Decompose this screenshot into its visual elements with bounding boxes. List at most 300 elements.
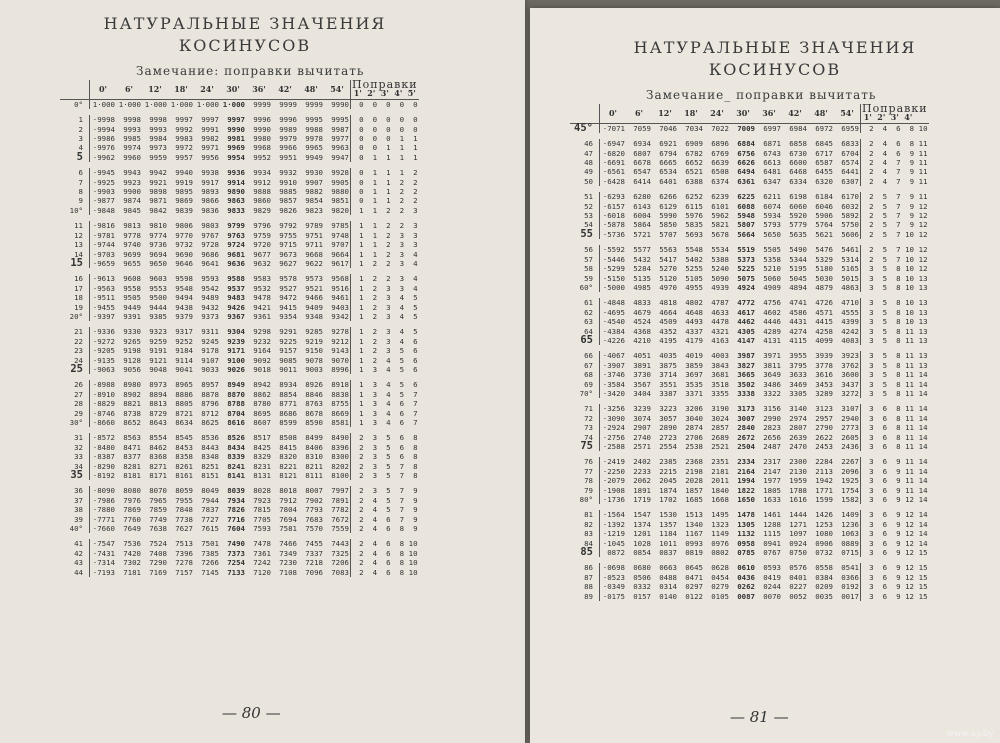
value-cell: 0227 [789,582,807,592]
correction-cell: 12 [918,229,928,239]
value-cell: 9888 [253,187,271,197]
correction-cell: 2 [359,486,364,496]
value-cell: 9997 [227,115,245,125]
degree-cell: 5 [60,153,90,165]
value-cell: 1271 [789,519,807,529]
value-cell: 0958 [737,538,755,548]
value-cell: 9767 [201,230,219,240]
correction-cell: 11 [905,404,915,414]
value-cell: 2147 [763,466,781,476]
value-cell: ·6820 [602,148,625,158]
value-cell: 9668 [305,249,323,259]
value-cell: 0663 [659,563,677,573]
value-cell: ·4384 [602,326,625,336]
value-cell: 1582 [834,495,861,507]
value-cell: 9866 [201,196,219,206]
value-cell: 9943 [123,168,141,178]
correction-cell: 13 [918,326,928,336]
value-cell: 0576 [789,563,807,573]
value-cell: 3404 [633,388,651,398]
correction-cell: 1 [386,152,391,162]
degree-cell: 23 [60,346,90,355]
value-cell: 6347 [763,176,781,186]
value-cell: 5195 [789,264,807,274]
value-cell: 7826 [227,505,245,515]
correction-cell: 9 [896,548,901,558]
correction-cell: 4 [399,336,405,346]
value-cell: 4710 [834,295,861,307]
degree-cell: 21 [60,324,90,336]
value-cell: 6896 [711,139,729,149]
value-cell: 6170 [834,189,861,201]
value-cell: 8738 [123,408,141,418]
table-row [60,112,419,124]
value-cell: 1702 [659,495,677,505]
value-cell: 9304 [227,327,245,337]
correction-cell: 5 [399,364,405,374]
value-cell: 9608 [123,274,141,284]
correction-cell: 6 [882,423,888,433]
value-cell: 6046 [815,201,833,211]
value-cell: 6088 [737,201,755,211]
value-cell: 0750 [789,548,807,558]
correction-cell: 11 [918,167,928,177]
value-cell: 5621 [815,229,833,239]
correction-cell: 3 [399,283,405,293]
value-cell: 5075 [737,273,755,283]
correction-cell: 1 [372,152,378,162]
value-cell: 9803 [201,221,219,231]
value-cell: 9489 [201,293,219,303]
table-row [60,496,419,505]
degree-cell: 75 [570,442,600,454]
value-cell: 7046 [659,123,677,133]
correction-cell: 6 [399,452,405,462]
value-cell: 9225 [279,336,297,346]
correction-cell: 3 [413,221,418,231]
correction-cell: 9 [909,201,915,211]
value-cell: 4863 [834,283,861,295]
value-cell: 1357 [659,519,677,529]
correction-cell: 6 [386,539,391,549]
value-cell: 1650 [737,495,755,505]
value-cell: 5373 [737,254,755,264]
table-row [570,486,929,495]
degree-cell: 87 [570,573,600,582]
table-row [60,231,419,240]
correction-cell: 7 [399,495,405,505]
value-cell: 8902 [123,389,141,399]
value-cell: 4756 [763,298,781,308]
correction-cell: 0 [372,134,378,144]
degree-cell: 89 [570,592,600,601]
value-cell: 0854 [633,548,651,558]
degree-cell: 86 [570,560,600,572]
degree-cell: 47 [570,149,600,158]
value-cell: 4617 [737,307,755,317]
correction-cell: 14 [918,495,928,505]
minute-header: 48' [298,80,324,99]
correction-cell: 6 [882,466,888,476]
value-cell: 4035 [659,351,677,361]
table-row [60,568,419,577]
correction-cell: 12 [918,254,928,264]
value-cell: 1097 [789,529,807,539]
value-cell: 4147 [737,335,755,345]
value-cell: 5990 [659,211,677,221]
value-cell: 8599 [279,418,297,427]
value-cell: 9900 [123,187,141,197]
value-cell: ·6947 [602,139,625,149]
degree-cell: 68 [570,370,600,379]
degree-cell: 45° [570,123,600,136]
correction-cell: 5 [399,346,405,356]
correction-cell: 2 [359,495,364,505]
value-cell: 5563 [659,245,677,255]
correction-cell: 6 [386,514,391,524]
value-cell: 7302 [123,558,141,568]
value-cell: 9598 [175,274,193,284]
degree-cell: 59 [570,274,600,283]
value-cell: 2740 [633,432,651,442]
value-cell: 1201 [633,529,651,539]
correction-cell: 1 [372,221,378,231]
value-cell: 5807 [737,220,755,230]
value-cell: 7760 [123,514,141,524]
value-cell: 9995 [305,115,323,125]
correction-cell: 14 [918,432,928,442]
correction-cell: 2 [386,221,391,231]
value-cell: ·8829 [92,399,115,409]
value-cell: 0297 [685,582,703,592]
value-cell: 6074 [763,201,781,211]
correction-cell: 5 [882,335,888,345]
correction-cell: 9 [909,192,915,202]
value-cell: 3338 [737,388,755,398]
correction-cell: 6 [399,433,405,443]
degree-cell: 84 [570,539,600,548]
correction-cell: 14 [918,413,928,423]
value-cell: 9426 [227,302,245,312]
value-cell: 9972 [175,143,193,153]
correction-col-header: 1' [351,89,365,99]
value-cell: 0087 [737,591,755,601]
table-row [60,346,419,355]
value-cell: 1253 [815,519,833,529]
value-cell: 1·000 [170,99,193,109]
degree-cell: 11 [60,218,90,230]
value-cell: 8443 [201,442,219,452]
value-cell: 9542 [201,283,219,293]
value-cell: 8678 [305,408,323,418]
value-cell: 9966 [279,143,297,153]
value-cell: 2723 [659,432,677,442]
correction-cell: 3 [413,240,418,250]
value-cell: 7443 [324,536,351,548]
degree-cell: 76 [570,454,600,466]
value-cell: 5344 [789,254,807,264]
value-cell: 6211 [763,192,781,202]
correction-cell: 4 [413,283,418,293]
value-cell: ·1392 [602,519,625,529]
value-cell: 4258 [815,326,833,336]
value-cell: 7349 [279,548,297,558]
correction-cell: 4 [882,148,888,158]
value-cell: 3730 [633,370,651,380]
value-cell: 6959 [834,123,861,136]
value-cell: 9466 [305,293,323,303]
value-cell: 9516 [324,284,351,293]
correction-cell: 2 [869,192,874,202]
value-cell: 5090 [711,273,729,283]
correction-cell: 9 [896,538,901,548]
value-cell: 9732 [175,240,193,250]
value-cell: 3223 [659,404,677,414]
value-cell: 2790 [815,423,833,433]
value-cell: 7059 [633,123,651,133]
correction-cell: 1 [359,274,364,284]
value-cell: 8059 [175,486,193,496]
value-cell: 2605 [834,433,861,442]
correction-cell: 3 [413,205,418,215]
correction-cell: 2 [869,167,874,177]
value-cell: 9707 [324,240,351,249]
correction-cell: 8 [896,370,901,380]
degree-cell: 30° [60,418,90,430]
value-cell: 9178 [201,346,219,356]
value-cell: 8729 [149,408,167,418]
value-cell: 3239 [633,404,651,414]
table-row [570,230,929,242]
value-cell: 6934 [633,139,651,149]
value-cell: 7181 [123,567,141,577]
value-cell: 2062 [633,476,651,486]
correction-cell: 2 [869,201,874,211]
correction-cell: 11 [918,148,928,158]
value-cell: 1668 [711,495,729,505]
table-row [570,520,929,529]
value-cell: 2334 [737,457,755,467]
value-cell: ·9945 [92,168,115,178]
value-cell: 9833 [227,205,245,215]
correction-cell: 5 [413,311,418,321]
correction-cell: 6 [882,404,888,414]
value-cell: 9885 [279,187,297,197]
table-row [60,206,419,218]
value-cell: 9646 [175,258,193,268]
correction-cell: 6 [882,442,888,451]
value-cell: 9449 [123,302,141,312]
correction-col-header: 1' [861,113,875,123]
value-cell: 9681 [227,249,245,259]
value-cell: 2096 [834,467,861,476]
value-cell: 3778 [815,360,833,370]
value-cell: 1323 [711,519,729,529]
value-cell: 9724 [227,240,245,250]
correction-cell: 4 [386,399,391,409]
value-cell: 1754 [834,486,861,495]
value-cell: 5664 [737,229,755,239]
value-cell: 7716 [227,514,245,524]
value-cell: 5329 [815,254,833,264]
degree-cell: 20° [60,312,90,324]
value-cell: 8499 [305,433,323,443]
correction-cell: 5 [882,229,888,239]
value-cell: 6678 [633,158,651,168]
table-row [570,283,929,295]
value-cell: 4894 [789,282,807,292]
correction-cell: 4 [386,389,391,399]
value-cell: 1994 [737,476,755,486]
value-cell: 3355 [711,388,729,398]
value-cell: 9813 [123,221,141,231]
minute-header: 54' [324,80,351,99]
value-cell: 9905 [324,178,351,187]
value-cell: 3827 [737,360,755,370]
correction-cell: 3 [386,311,391,321]
value-cell: 9960 [123,152,141,162]
correction-cell: 3 [372,389,378,399]
correction-cell: 3 [869,370,874,380]
correction-cell: 3 [399,249,405,259]
correction-cell: 8 [909,123,915,133]
correction-cell: 2 [359,433,364,443]
correction-cell: 2 [359,548,364,558]
value-cell: 1599 [815,495,833,505]
value-cell: 9694 [149,249,167,259]
table-row [570,389,929,401]
value-cell: 4083 [834,336,861,348]
value-cell: ·6293 [602,192,625,202]
value-cell: 9164 [253,346,271,356]
correction-cell: 11 [905,388,915,398]
correction-cell: 0 [386,115,391,125]
degree-cell: 26 [60,377,90,389]
value-cell: 2045 [659,476,677,486]
value-cell: 9810 [149,221,167,231]
correction-cell: 3 [372,364,378,374]
correction-cell: 3 [399,240,405,250]
value-cell: 1788 [789,485,807,495]
value-cell: 9842 [149,205,167,215]
value-cell: 7325 [324,549,351,558]
value-cell: 6613 [763,158,781,168]
value-cell: 9583 [253,274,271,284]
value-cell: ·7193 [92,567,115,577]
degree-cell: 25 [60,365,90,377]
correction-cell: 0 [359,196,364,206]
value-cell: 9987 [324,125,351,134]
right-note: Замечание_ поправки вычитать [646,88,877,102]
corrections-title: Поправки [352,78,418,91]
value-cell: 3469 [789,379,807,389]
correction-cell: 5 [882,264,888,274]
value-cell: 0070 [763,591,781,601]
value-cell: 2521 [711,442,729,451]
table-row [60,312,419,324]
correction-cell: 2 [399,187,405,197]
correction-cell: 2 [359,442,364,452]
table-row [570,380,929,389]
correction-cell: 6 [882,485,888,495]
value-cell: ·7547 [92,539,115,549]
value-cell: 9938 [201,168,219,178]
value-cell: 6547 [633,167,651,177]
value-cell: 7738 [175,514,193,524]
value-cell: 9537 [227,283,245,293]
value-cell: 0872 [607,548,625,558]
value-cell: 6455 [815,167,833,177]
value-cell: 0645 [685,563,703,573]
value-cell: 8652 [123,418,141,427]
value-cell: 1616 [789,495,807,505]
correction-cell: 2 [869,139,874,149]
correction-cell: 2 [399,196,405,206]
value-cell: 9799 [227,221,245,231]
value-cell: 8625 [201,418,219,427]
correction-cell: 8 [896,351,901,361]
correction-cell: 3 [869,282,874,292]
value-cell: 6032 [834,202,861,211]
value-cell: 5135 [633,273,651,283]
value-cell: 2807 [789,423,807,433]
value-cell: ·0349 [602,582,625,592]
correction-cell: 13 [918,351,928,361]
value-cell: 9438 [175,302,193,312]
value-cell: 8788 [227,399,245,409]
value-cell: 9245 [201,336,219,346]
value-cell: 3681 [711,370,729,380]
table-row [60,549,419,558]
value-cell: 9472 [279,293,297,303]
correction-cell: 13 [918,282,928,292]
correction-cell: 4 [372,567,378,577]
correction-cell: 6 [896,148,901,158]
value-cell: 5693 [685,229,703,239]
correction-cell: 5 [386,471,391,481]
value-cell: ·8746 [92,408,115,418]
value-cell: 5750 [834,220,861,229]
value-cell: 9715 [279,240,297,250]
value-cell: 9983 [175,134,193,144]
value-cell: 9298 [253,327,271,337]
value-cell: 3843 [711,360,729,370]
value-cell: 7649 [123,524,141,534]
value-cell: ·3256 [602,404,625,414]
value-cell: 8434 [227,442,245,452]
correction-cell: 3 [372,442,378,452]
value-cell: 8965 [175,380,193,390]
correction-cell: 10 [905,254,915,264]
value-cell: 2840 [737,423,755,433]
value-cell: 0419 [763,572,781,582]
value-cell: ·6691 [602,158,625,168]
value-cell: 8161 [175,471,193,481]
value-cell: 5314 [834,255,861,264]
correction-cell: 5 [413,302,418,312]
minute-header: 0' [90,80,117,99]
degree-cell: 64 [570,327,600,336]
value-cell: 9770 [175,230,193,240]
value-cell: 5030 [815,273,833,283]
correction-cell: 14 [918,379,928,389]
degree-cell: 4 [60,143,90,152]
value-cell: ·3746 [602,370,625,380]
value-cell: 9291 [279,327,297,337]
table-row [570,295,929,307]
value-cell: 5650 [763,229,781,239]
degree-cell: 62 [570,308,600,317]
